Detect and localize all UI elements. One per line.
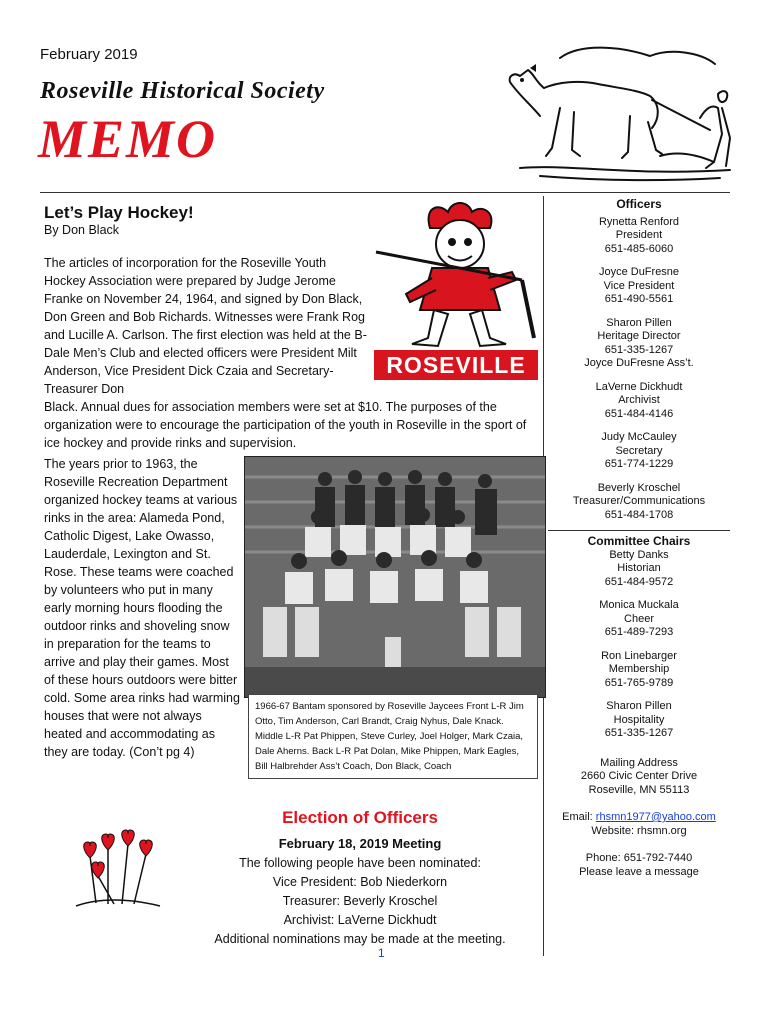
article-paragraph-1: The articles of incorporation for the Roseville Youth Hockey Association were prepared by Judge Jerome Franke on November 24, 1964, and signed by Don Black, Don Green and Bob Richards. Witnesses were Frank Rog and Lucille A. Carlson. The first election was held at the B-Dale Men’s Club and elected officers were President Milt Anderson, Vice President Dick Czaia and Secretary-Treasurer Don [44, 256, 367, 396]
chair-phone: 651-489-7293 [604, 626, 674, 638]
chair-role: Cheer [624, 612, 654, 625]
officer-role: Treasurer/Communications [572, 495, 706, 507]
officer-entry [548, 317, 730, 371]
officer-entry [548, 216, 730, 257]
roseville-logo-banner: ROSEVILLE [374, 350, 538, 380]
nominee-archivist: Archivist: LaVerne Dickhudt [283, 913, 437, 927]
officer-phone: 651-484-1708 [604, 508, 674, 521]
mailing-city: Roseville, MN 55113 [588, 783, 690, 796]
team-photo [244, 456, 546, 698]
election-title: Election of Officers [282, 808, 438, 827]
officer-name: Rynetta Renford [598, 215, 680, 228]
chair-name: Sharon Pillen [606, 700, 672, 712]
officer-name: Sharon Pillen [606, 316, 672, 329]
officer-name: LaVerne Dickhudt [595, 380, 683, 393]
page-number: 1 [378, 946, 385, 960]
chair-phone: 651-484-9572 [604, 575, 674, 588]
officer-role: Secretary [615, 444, 663, 457]
officer-name: Judy McCauley [601, 431, 677, 443]
officers-sidebar [548, 198, 730, 889]
society-name: Roseville Historical Society [40, 78, 325, 104]
chair-phone: 651-335-1267 [604, 727, 674, 739]
header-rule [40, 192, 730, 193]
article-paragraph-2: The years prior to 1963, the Roseville Recreation Department organized hockey teams at various rinks in the area: Alameda Pond, Catholic Digest, Lake Owasso, Lauderdale, Lexington and St. Rose. These teams were coached by volunteers who put in many early morning hours flooding the outdoor rinks and shoveling snow in preparation for the teams to arrive and play their games. Most of these hours outdoors were bitter cold. Some area rinks had warming houses that were not always heated and accommodating as they are today. (Con’t pg 4) [44, 457, 240, 759]
team-photo-image [245, 457, 545, 697]
officer-entry [548, 266, 730, 307]
nominee-vice-president: Vice President: Bob Niederkorn [272, 875, 448, 889]
website-line: Website: rhsmn.org [591, 824, 687, 837]
officer-name: Beverly Kroschel [597, 481, 681, 494]
officer-role: Vice President [603, 279, 675, 292]
chair-name: Monica Muckala [599, 599, 679, 611]
photo-caption: 1966-67 Bantam sponsored by Roseville Jaycees Front L-R Jim Otto, Tim Anderson, Carl Brandt, Craig Nyhus, Dale Knack. Middle L-R Pat Phippen, Steve Curley, Joel Holger, Mark Czaia, Dale Aherns. Back L-R Pat Dolan, Mike Phippen, Mark Eagles, Bill Halbrehder Ass’t Coach, Don Black, Coach [248, 694, 538, 779]
officer-phone: 651-774-1229 [604, 458, 674, 470]
hockey-mascot-drawing [372, 198, 540, 353]
officer-phone: 651-490-5561 [604, 293, 674, 305]
officer-entry [548, 381, 730, 422]
officer-role: President [615, 229, 663, 241]
article-title: Let’s Play Hockey! [44, 203, 194, 222]
officer-entry [548, 482, 730, 523]
email-line [548, 811, 730, 825]
mailing-label: Mailing Address [600, 756, 678, 769]
officer-role: Archivist [618, 394, 660, 406]
memo-title: MEMO [38, 109, 218, 169]
chair-role: Membership [608, 663, 670, 675]
email-label: Email: [562, 811, 596, 823]
election-section [200, 808, 520, 949]
chair-role: Historian [617, 562, 661, 574]
officer-phone: 651-484-4146 [604, 407, 674, 420]
chair-entry [548, 599, 730, 640]
officer-name: Joyce DuFresne [598, 266, 680, 278]
article-byline: By Don Black [44, 223, 120, 237]
roseville-hockey-logo [372, 198, 540, 383]
committee-chairs-section [548, 530, 730, 741]
mailing-street: 2660 Civic Center Drive [580, 770, 698, 782]
chair-name: Ron Linebarger [601, 649, 677, 662]
officer-assistant: Joyce DuFresne Ass’t. [584, 357, 694, 369]
chair-entry [548, 650, 730, 691]
election-intro: The following people have been nominated: [239, 856, 481, 870]
phone-line: Phone: 651-792-7440 [585, 852, 693, 864]
election-note: Additional nominations may be made at the meeting. [214, 932, 506, 946]
chair-entry [548, 549, 730, 590]
officers-heading: Officers [616, 197, 662, 211]
hearts-flowers-illustration [68, 828, 168, 913]
chair-phone: 651-765-9789 [604, 676, 674, 689]
chair-entry [548, 700, 730, 741]
officer-phone: 651-485-6060 [604, 242, 674, 255]
chair-role: Hospitality [613, 713, 665, 726]
officer-phone: 651-335-1267 [604, 343, 674, 356]
contact-info [548, 811, 730, 838]
article-paragraph-1-continued: Black. Annual dues for association members were set at $10. The purposes of the organization were to encourage the participation of the youth in Roseville in the sport of ice hockey and provide rinks and supervision. [44, 400, 527, 450]
email-link[interactable]: rhsmn1977@yahoo.com [595, 811, 716, 823]
phone-info [548, 852, 730, 879]
issue-date: February 2019 [40, 46, 138, 63]
election-date: February 18, 2019 Meeting [278, 836, 442, 851]
nominee-treasurer: Treasurer: Beverly Kroschel [282, 894, 438, 908]
officer-entry [548, 431, 730, 472]
chair-name: Betty Danks [609, 548, 669, 561]
committee-chairs-heading: Committee Chairs [587, 534, 691, 548]
officer-role: Heritage Director [597, 330, 681, 342]
mailing-address [548, 757, 730, 798]
phone-note: Please leave a message [579, 865, 699, 878]
horse-plow-illustration [500, 38, 745, 188]
